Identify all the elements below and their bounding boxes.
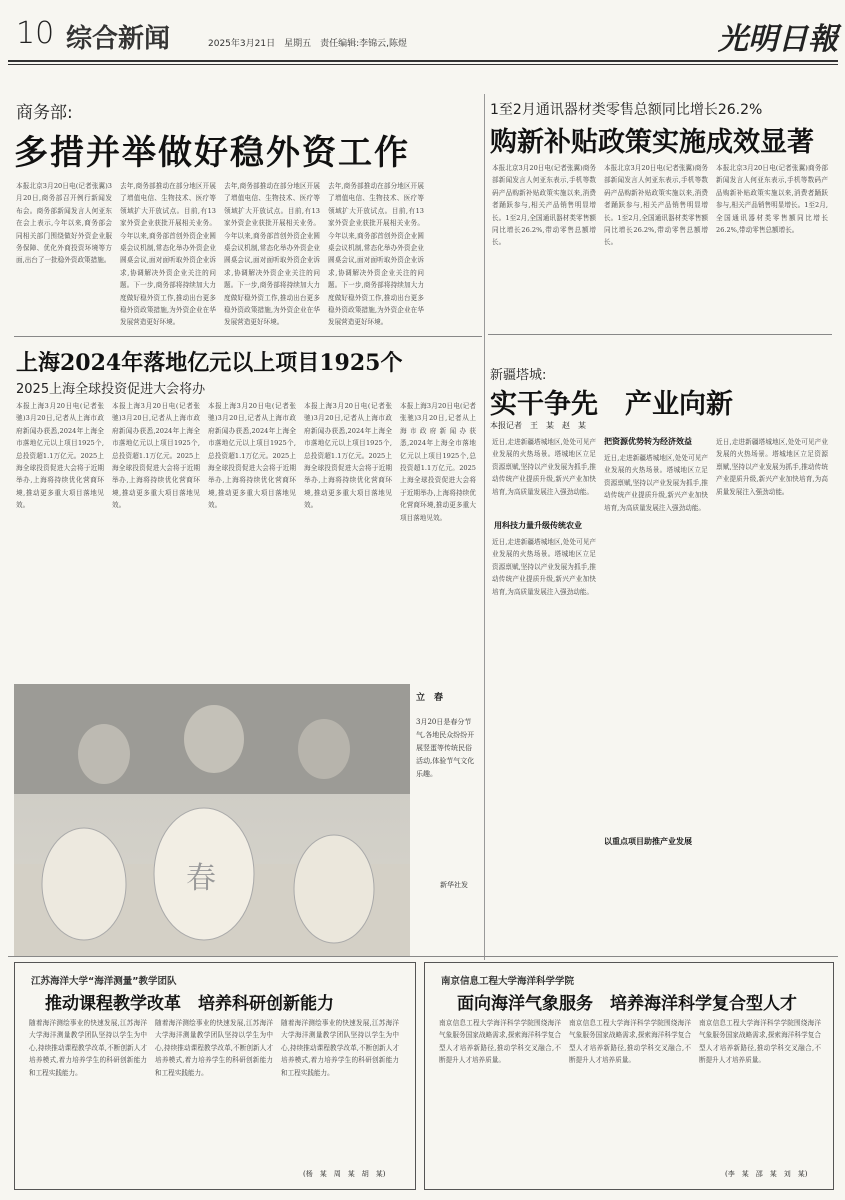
box-left-org: 江苏海洋大学“海洋测量”教学团队 bbox=[31, 976, 177, 987]
box-left-col1: 随着海洋测绘事业的快速发展,江苏海洋大学海洋测量教学团队坚持以学生为中心,持续推动课程教学改革,不断创新人才培养模式,着力培养学生的科研创新能力和工程实践能力。 bbox=[29, 1019, 147, 1077]
box-right-col2: 南京信息工程大学海洋科学学院围绕海洋气象服务国家战略需求,探索海洋科学复合型人才培养新路径,推动学科交叉融合,不断提升人才培养质量。 bbox=[569, 1019, 691, 1065]
story2-headline: 购新补贴政策实施成效显著 bbox=[490, 127, 814, 158]
story3-col5: 本报上海3月20日电(记者张驰)3月20日,记者从上海市政府新闻办获悉,2024年上海全市落地亿元以上项目1925个,总投资超1.1万亿元。2025上海全球投资促进大会将于近期举办,上海将持续优化营商环境,推动更多重大项目落地见效。 bbox=[400, 402, 476, 522]
story4-headline: 实干争先 产业向新 bbox=[490, 389, 733, 420]
box-left-col2: 随着海洋测绘事业的快速发展,江苏海洋大学海洋测量教学团队坚持以学生为中心,持续推动课程教学改革,不断创新人才培养模式,着力培养学生的科研创新能力和工程实践能力。 bbox=[155, 1019, 273, 1077]
story1-col3: 去年,商务部推动在部分地区开展了增值电信、生物技术、医疗等领域扩大开放试点。目前,有13家外资企业获批开展相关业务。今年以来,商务部首创外资企业圆桌会议机制,常态化举办外资企业圆桌会议,面对面听取外资企业诉求,协调解决外资企业关注的问题。下一步,商务部将持续加大力度做好稳外资工作,推动出台更多稳外资政策措施,为外资企业在华发展营造更好环境。 bbox=[224, 182, 320, 327]
column-divider bbox=[484, 94, 485, 960]
story1-col4: 去年,商务部推动在部分地区开展了增值电信、生物技术、医疗等领域扩大开放试点。目前,有13家外资企业获批开展相关业务。今年以来,商务部首创外资企业圆桌会议机制,常态化举办外资企业圆桌会议,面对面听取外资企业诉求,协调解决外资企业关注的问题。下一步,商务部将持续加大力度做好稳外资工作,推动出台更多稳外资政策措施,为外资企业在华发展营造更好环境。 bbox=[328, 182, 424, 327]
story1-col2: 去年,商务部推动在部分地区开展了增值电信、生物技术、医疗等领域扩大开放试点。目前,有13家外资企业获批开展相关业务。今年以来,商务部首创外资企业圆桌会议机制,常态化举办外资企业圆桌会议,面对面听取外资企业诉求,协调解决外资企业关注的问题。下一步,商务部将持续加大力度做好稳外资工作,推动出台更多稳外资政策措施,为外资企业在华发展营造更好环境。 bbox=[120, 182, 216, 327]
box-right-footer: (李 某 邵 某 刘 某) bbox=[725, 1170, 808, 1178]
eggs-illustration bbox=[14, 684, 410, 956]
svg-text:春: 春 bbox=[186, 861, 216, 896]
box-left-headline: 推动课程教学改革 培养科研创新能力 bbox=[45, 994, 334, 1014]
box-left bbox=[14, 962, 416, 1190]
header-rule-thin bbox=[8, 64, 838, 65]
issue-meta: 2025年3月21日 星期五 责任编辑:李锦云,陈煜 bbox=[208, 39, 407, 49]
box-left-footer: (杨 某 周 某 胡 某) bbox=[303, 1170, 386, 1178]
story4-subhead-2: 用科技力量升级传统农业 bbox=[494, 520, 582, 530]
box-right-col1: 南京信息工程大学海洋科学学院围绕海洋气象服务国家战略需求,探索海洋科学复合型人才培养新路径,推动学科交叉融合,不断提升人才培养质量。 bbox=[439, 1019, 561, 1065]
section-title: 综合新闻 bbox=[66, 24, 171, 54]
story4-subhead-3: 以重点项目助推产业发展 bbox=[604, 836, 692, 846]
story4-col1b: 近日,走进新疆塔城地区,处处可见产业发展的火热场景。塔城地区立足资源禀赋,坚持以产业发展为抓手,推动传统产业提质升级,新兴产业加快培育,为高质量发展注入强劲动能。 bbox=[492, 538, 596, 596]
story4-col2: 近日,走进新疆塔城地区,处处可见产业发展的火热场景。塔城地区立足资源禀赋,坚持以产业发展为抓手,推动传统产业提质升级,新兴产业加快培育,为高质量发展注入强劲动能。 bbox=[604, 454, 708, 512]
box-right bbox=[424, 962, 834, 1190]
photo-caption: 3月20日是春分节气,各地民众纷纷开展竖蛋等传统民俗活动,体验节气文化乐趣。 bbox=[416, 718, 475, 778]
story2-col1: 本报北京3月20日电(记者张翼)商务部新闻发言人何亚东表示,手机等数码产品购新补贴政策实施以来,消费者踊跃参与,相关产品销售明显增长。1至2月,全国通讯器材类零售额同比增长26.2%,带动零售总额增长。 bbox=[492, 164, 596, 247]
box-right-col3: 南京信息工程大学海洋科学学院围绕海洋气象服务国家战略需求,探索海洋科学复合型人才培养新路径,推动学科交叉融合,不断提升人才培养质量。 bbox=[699, 1019, 821, 1065]
story2-kicker: 1至2月通讯器材类零售总额同比增长26.2% bbox=[490, 102, 763, 118]
story2-col2: 本报北京3月20日电(记者张翼)商务部新闻发言人何亚东表示,手机等数码产品购新补贴政策实施以来,消费者踊跃参与,相关产品销售明显增长。1至2月,全国通讯器材类零售额同比增长26.2%,带动零售总额增长。 bbox=[604, 164, 708, 247]
photo-title: 立 春 bbox=[416, 693, 444, 703]
story3-headline: 上海2024年落地亿元以上项目1925个 bbox=[16, 350, 403, 376]
newspaper-logo: 光明日報 bbox=[718, 22, 838, 57]
photo-credit: 新华社发 bbox=[440, 881, 468, 889]
page-header bbox=[8, 14, 838, 58]
story1-rule bbox=[14, 336, 482, 337]
story3-col3: 本报上海3月20日电(记者张驰)3月20日,记者从上海市政府新闻办获悉,2024年上海全市落地亿元以上项目1925个,总投资超1.1万亿元。2025上海全球投资促进大会将于近期举办,上海将持续优化营商环境,推动更多重大项目落地见效。 bbox=[208, 402, 296, 510]
story1-headline: 多措并举做好稳外资工作 bbox=[14, 133, 410, 173]
story1-kicker: 商务部: bbox=[16, 103, 73, 123]
story2-rule bbox=[488, 334, 832, 335]
story3-col4: 本报上海3月20日电(记者张驰)3月20日,记者从上海市政府新闻办获悉,2024年上海全市落地亿元以上项目1925个,总投资超1.1万亿元。2025上海全球投资促进大会将于近期举办,上海将持续优化营商环境,推动更多重大项目落地见效。 bbox=[304, 402, 392, 510]
story3-col2: 本报上海3月20日电(记者张驰)3月20日,记者从上海市政府新闻办获悉,2024年上海全市落地亿元以上项目1925个,总投资超1.1万亿元。2025上海全球投资促进大会将于近期举办,上海将持续优化营商环境,推动更多重大项目落地见效。 bbox=[112, 402, 200, 510]
story4-byline: 本报记者 王 某 赵 某 bbox=[490, 421, 586, 430]
news-photo bbox=[14, 684, 410, 956]
box-right-org: 南京信息工程大学海洋科学学院 bbox=[441, 976, 575, 987]
story2-col3: 本报北京3月20日电(记者张翼)商务部新闻发言人何亚东表示,手机等数码产品购新补贴政策实施以来,消费者踊跃参与,相关产品销售明显增长。1至2月,全国通讯器材类零售额同比增长26.2%,带动零售总额增长。 bbox=[716, 164, 828, 235]
story3-col1: 本报上海3月20日电(记者张驰)3月20日,记者从上海市政府新闻办获悉,2024年上海全市落地亿元以上项目1925个,总投资超1.1万亿元。2025上海全球投资促进大会将于近期举办,上海将持续优化营商环境,推动更多重大项目落地见效。 bbox=[16, 402, 104, 510]
page-number: 10 bbox=[16, 16, 55, 51]
bottom-rule bbox=[8, 956, 838, 957]
box-right-headline: 面向海洋气象服务 培养海洋科学复合型人才 bbox=[457, 994, 797, 1014]
story4-kicker: 新疆塔城: bbox=[490, 368, 547, 383]
story1-lead: 本报北京3月20日电(记者张翼)3月20日,商务部召开例行新闻发布会。商务部新闻发言人何亚东在会上表示,今年以来,商务部会同相关部门围绕做好外资企业服务保障、优化外商投资环境等方面,出台了一批稳外资政策措施。 bbox=[16, 182, 112, 265]
story3-subhead: 2025上海全球投资促进大会将办 bbox=[16, 382, 206, 397]
story4-col1: 近日,走进新疆塔城地区,处处可见产业发展的火热场景。塔城地区立足资源禀赋,坚持以产业发展为抓手,推动传统产业提质升级,新兴产业加快培育,为高质量发展注入强劲动能。 bbox=[492, 438, 596, 496]
story4-subhead-1: 把资源优势转为经济效益 bbox=[604, 436, 692, 446]
story4-col3: 近日,走进新疆塔城地区,处处可见产业发展的火热场景。塔城地区立足资源禀赋,坚持以产业发展为抓手,推动传统产业提质升级,新兴产业加快培育,为高质量发展注入强劲动能。 bbox=[716, 438, 828, 496]
header-rule bbox=[8, 60, 838, 62]
box-left-col3: 随着海洋测绘事业的快速发展,江苏海洋大学海洋测量教学团队坚持以学生为中心,持续推动课程教学改革,不断创新人才培养模式,着力培养学生的科研创新能力和工程实践能力。 bbox=[281, 1019, 399, 1077]
